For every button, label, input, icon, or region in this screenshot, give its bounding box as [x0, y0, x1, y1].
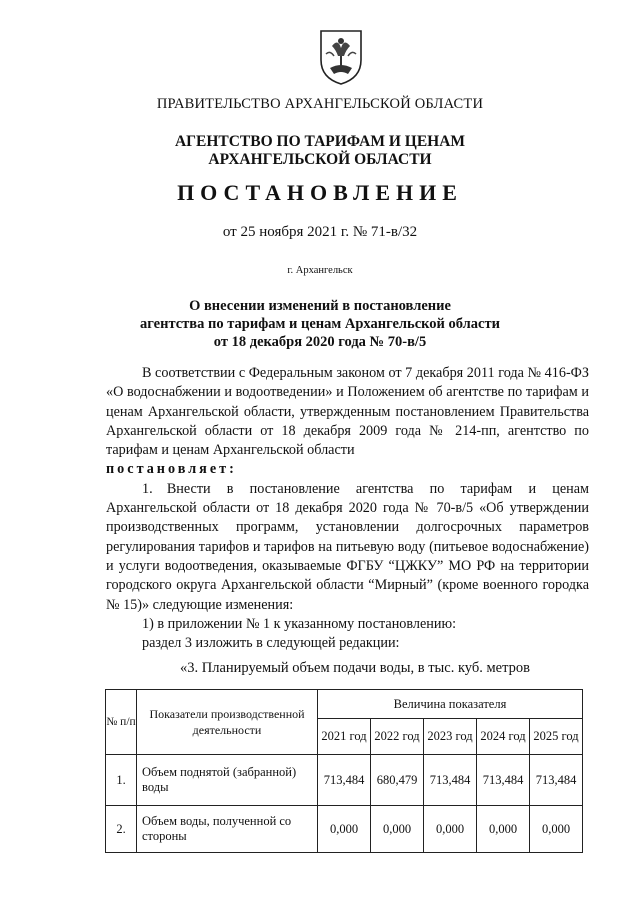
agency-name-line1: АГЕНТСТВО ПО ТАРИФАМ И ЦЕНАМ	[174, 133, 466, 150]
row-value: 713,484	[318, 755, 371, 806]
subject-line3: от 18 декабря 2020 года № 70-в/5	[213, 334, 427, 350]
col-value-group-header: Величина показателя	[318, 690, 583, 719]
row-value: 680,479	[371, 755, 424, 806]
agency-name	[0, 133, 640, 169]
document-body	[106, 364, 589, 653]
resolves-word: постановляет:	[106, 461, 237, 478]
section-instruction: раздел 3 изложить в следующей редакции:	[142, 635, 400, 652]
year-header: 2022 год	[371, 719, 424, 755]
table-row	[106, 755, 583, 806]
row-value: 713,484	[530, 755, 583, 806]
document-type: ПОСТАНОВЛЕНИЕ	[177, 180, 463, 205]
row-number: 1.	[106, 755, 137, 806]
table-caption: «3. Планируемый объем подачи воды, в тыс. куб. метров	[180, 660, 530, 676]
row-value: 0,000	[318, 806, 371, 853]
water-volume-table	[105, 689, 583, 853]
coat-of-arms-icon	[318, 28, 364, 86]
government-name: ПРАВИТЕЛЬСТВО АРХАНГЕЛЬСКОЙ ОБЛАСТИ	[156, 96, 484, 112]
city: г. Архангельск	[287, 265, 353, 276]
document-subject	[0, 297, 640, 351]
row-label: Объем воды, полученной со стороны	[137, 806, 318, 853]
year-header: 2024 год	[477, 719, 530, 755]
row-value: 0,000	[477, 806, 530, 853]
table-row	[106, 806, 583, 853]
year-header: 2025 год	[530, 719, 583, 755]
row-value: 0,000	[371, 806, 424, 853]
item-1-paragraph: 1. Внести в постановление агентства по тарифам и ценам Архангельской области от 18 декабря 2020 года № 70-в/5 «Об утверждении производственных программ, установлении долгосрочных параметров регулирования тарифов и тарифов на питьевую воду (питьевое водоснабжение) и услуги водоотведения, оказываемые ФГБУ “ЦЖКУ” МО РФ на территории городского округа Архангельской области “Мирный” (кроме военного городка № 15)» следующие изменения:	[106, 480, 589, 613]
row-value: 713,484	[424, 755, 477, 806]
row-value: 713,484	[477, 755, 530, 806]
subject-line1: О внесении изменений в постановление	[189, 298, 451, 314]
subject-line2: агентства по тарифам и ценам Архангельской области	[140, 316, 500, 332]
col-number-header: № п/п	[106, 690, 137, 755]
year-header: 2023 год	[424, 719, 477, 755]
row-value: 0,000	[530, 806, 583, 853]
row-label: Объем поднятой (забранной) воды	[137, 755, 318, 806]
table-header-row	[106, 690, 583, 719]
year-header: 2021 год	[318, 719, 371, 755]
preamble-paragraph: В соответствии с Федеральным законом от 7 декабря 2011 года № 416-ФЗ «О водоснабжении и водоотведении» и Положением об агентстве по тарифам и ценам Архангельской области, утвержденным постановлением Правительства Архангельской области от 18 декабря 2009 года № 214-пп, агентство по тарифам и ценам Архангельской области	[106, 365, 589, 459]
subitem-paragraph: 1) в приложении № 1 к указанному постановлению:	[142, 615, 457, 632]
document-date-number: от 25 ноября 2021 г. № 71-в/32	[222, 224, 418, 240]
row-value: 0,000	[424, 806, 477, 853]
row-number: 2.	[106, 806, 137, 853]
agency-name-line2: АРХАНГЕЛЬСКОЙ ОБЛАСТИ	[208, 151, 432, 168]
col-indicator-header: Показатели производственной деятельности	[137, 690, 318, 755]
